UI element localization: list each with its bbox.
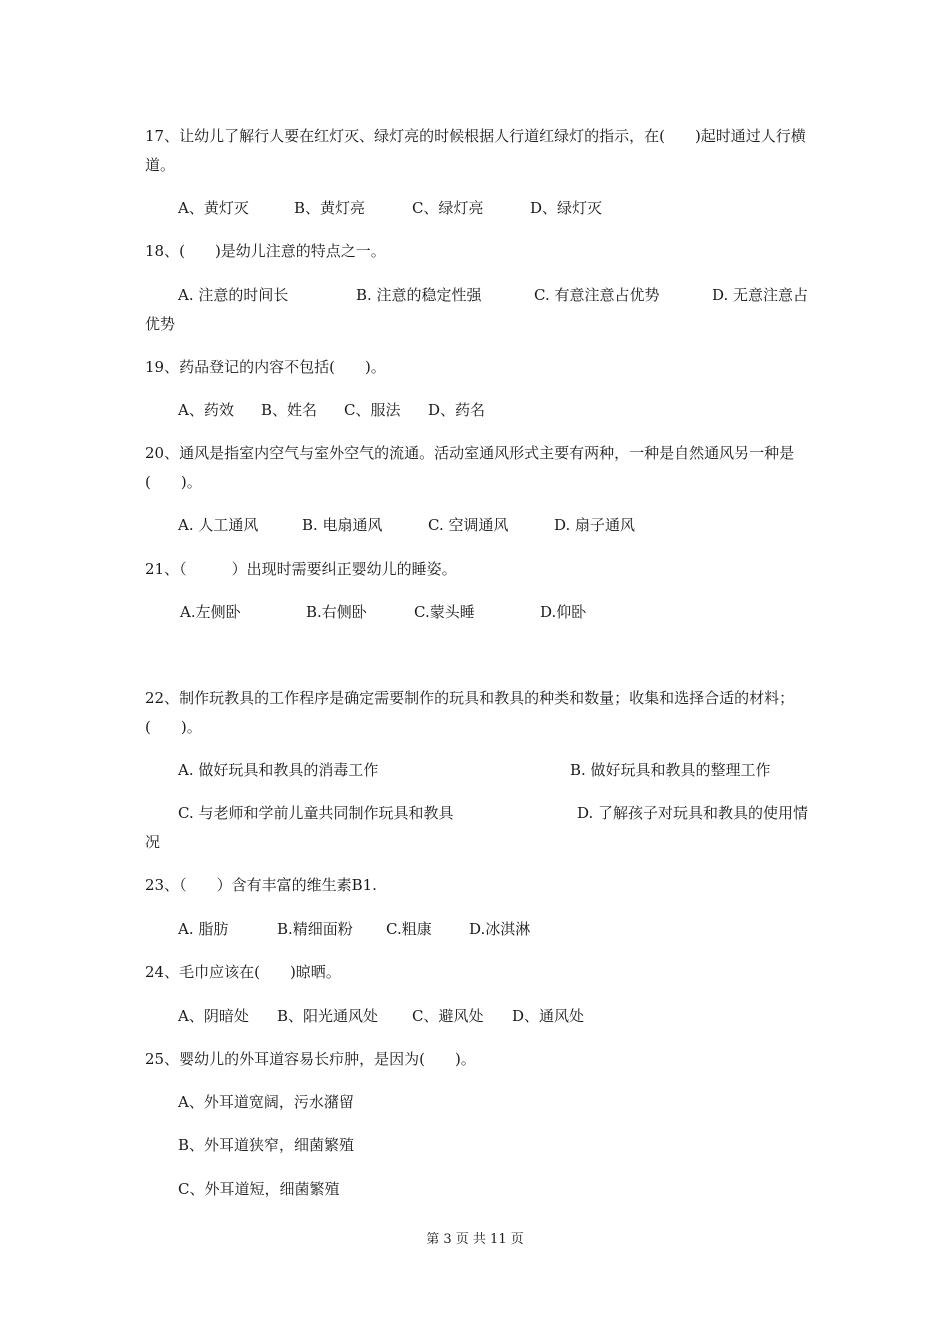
q25-option-a: A、外耳道宽阔，污水潴留 [178,1093,354,1111]
page-number-footer: 第 3 页 共 11 页 [426,1232,524,1247]
q18-option-a: A. 注意的时间长 [178,286,289,304]
q25-option-c: C、外耳道短，细菌繁殖 [178,1180,340,1198]
q19-option-a: A、药效 [178,401,234,419]
question-19: 19、药品登记的内容不包括( )。 [145,358,386,376]
question-18: 18、( )是幼儿注意的特点之一。 [145,242,386,260]
q18-option-b: B. 注意的稳定性强 [356,286,482,304]
question-21: 21、（ ）出现时需要纠正婴幼儿的睡姿。 [145,560,457,578]
q23-option-c: C.粗康 [386,920,432,938]
q21-option-a: A.左侧卧 [180,603,241,621]
q20-option-c: C. 空调通风 [428,516,509,534]
q24-option-b: B、阳光通风处 [277,1007,379,1025]
q23-option-a: A. 脂肪 [178,920,229,938]
q17-option-c: C、绿灯亮 [412,199,484,217]
q17-option-b: B、黄灯亮 [294,199,366,217]
q17-option-d: D、绿灯灭 [530,199,603,217]
q22-option-c: C. 与老师和学前儿童共同制作玩具和教具 [178,804,454,822]
q24-option-d: D、通风处 [512,1007,585,1025]
question-25: 25、婴幼儿的外耳道容易长疖肿，是因为( )。 [145,1050,476,1068]
question-23: 23、（ ）含有丰富的维生素B1. [145,876,377,894]
q21-option-b: B.右侧卧 [306,603,367,621]
q20-option-d: D. 扇子通风 [554,516,636,534]
q23-option-d: D.冰淇淋 [469,920,531,938]
q19-option-b: B、姓名 [261,401,318,419]
question-17: 17、让幼儿了解行人要在红灯灭、绿灯亮的时候根据人行道红绿灯的指示，在( )起时通过人行横道。 [145,127,806,174]
q20-option-a: A. 人工通风 [178,516,259,534]
q22-option-a: A. 做好玩具和教具的消毒工作 [178,761,379,779]
q20-option-b: B. 电扇通风 [302,516,383,534]
q17-option-a: A、黄灯灭 [178,199,249,217]
q24-option-a: A、阴暗处 [178,1007,249,1025]
q19-option-d: D、药名 [428,401,486,419]
q23-option-b: B.精细面粉 [277,920,353,938]
q19-option-c: C、服法 [344,401,401,419]
q25-option-b: B、外耳道狭窄，细菌繁殖 [178,1136,355,1154]
q22-option-d: D. 了解孩子对玩具和教具的使用情况 [145,804,809,851]
q18-option-c: C. 有意注意占优势 [534,286,660,304]
question-22: 22、制作玩教具的工作程序是确定需要制作的玩具和教具的种类和数量；收集和选择合适的材料；( )。 [145,689,795,736]
question-20: 20、通风是指室内空气与室外空气的流通。活动室通风形式主要有两种，一种是自然通风另一种是( )。 [145,444,795,491]
q21-option-d: D.仰卧 [540,603,587,621]
q21-option-c: C.蒙头睡 [414,603,475,621]
q22-option-b: B. 做好玩具和教具的整理工作 [570,761,771,779]
q18-option-d: D. 无意注意占优势 [145,286,809,333]
q24-option-c: C、避风处 [412,1007,484,1025]
question-24: 24、毛巾应该在( )晾晒。 [145,963,341,981]
